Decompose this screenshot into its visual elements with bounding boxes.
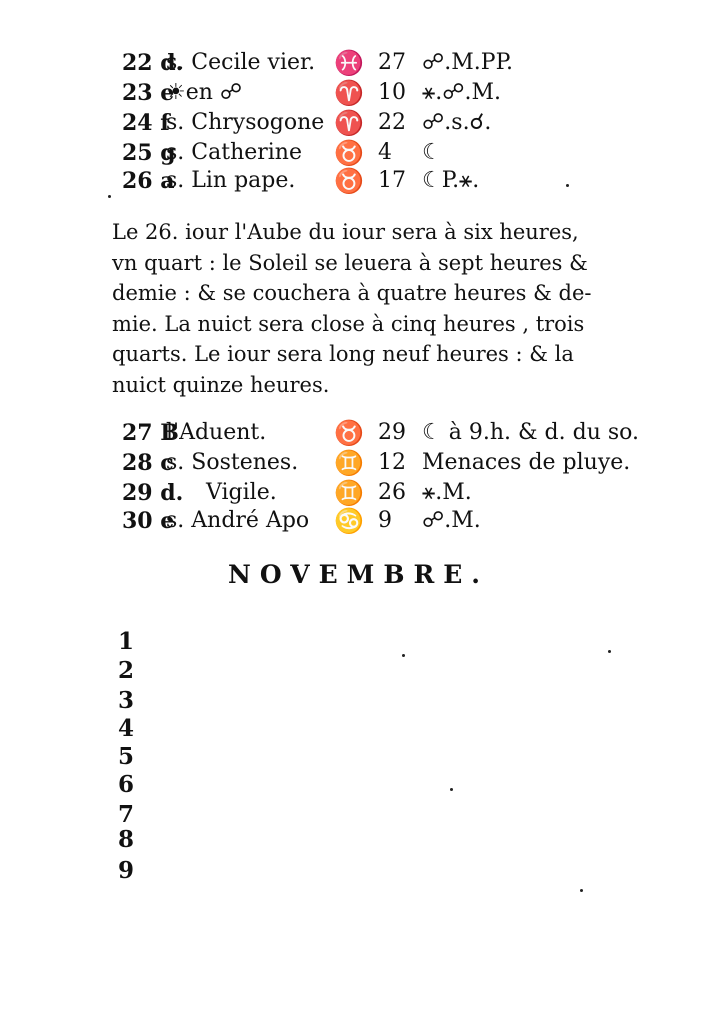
saint-name: l'Aduent. [166, 420, 267, 445]
print-speck [402, 654, 405, 657]
degree-number: 9 [378, 508, 392, 533]
aspect-note: ☍.M.PP. [422, 50, 513, 75]
saint-name: s. Catherine [166, 140, 302, 165]
print-speck [450, 788, 453, 791]
day-number: 9 [118, 857, 135, 884]
day-label: 22 d. [122, 50, 184, 76]
zodiac-sign: ♓ [334, 48, 364, 77]
saint-name: s. Cecile vier. [166, 50, 316, 75]
saint-name: ☀en ☍ [166, 80, 243, 105]
degree-number: 17 [378, 168, 406, 193]
zodiac-sign: ♊ [334, 478, 364, 507]
degree-number: 27 [378, 50, 406, 75]
day-number: 8 [118, 826, 135, 853]
day-label: 23 e [122, 80, 175, 106]
zodiac-sign: ♋ [334, 506, 364, 535]
aspect-note: ☾P.⚹. [422, 168, 480, 193]
zodiac-sign: ♉ [334, 166, 364, 195]
degree-number: 26 [378, 480, 406, 505]
print-speck [566, 184, 569, 187]
zodiac-sign: ♉ [334, 138, 364, 167]
degree-number: 22 [378, 110, 406, 135]
day-label: 28 c [122, 450, 174, 476]
month-title: NOVEMBRE. [228, 560, 489, 589]
day-label: 30 e [122, 508, 175, 534]
paragraph-line: Le 26. iour l'Aube du iour sera à six heures, [112, 220, 579, 244]
zodiac-sign: ♈ [334, 108, 364, 137]
day-number: 1 [118, 628, 135, 655]
day-label: 29 d. [122, 480, 184, 506]
saint-name: s. André Apo [166, 508, 310, 533]
aspect-note: ⚹.☍.M. [422, 80, 501, 105]
day-number: 3 [118, 687, 135, 714]
day-number: 7 [118, 801, 135, 828]
zodiac-sign: ♉ [334, 418, 364, 447]
saint-name: s. Lin pape. [166, 168, 296, 193]
zodiac-sign: ♈ [334, 78, 364, 107]
day-label: 27 B [122, 420, 179, 446]
print-speck [108, 195, 111, 198]
paragraph-line: demie : & se couchera à quatre heures & de- [112, 281, 592, 305]
aspect-note: ☾ à 9.h. & d. du so. [422, 420, 640, 445]
paragraph-line: nuict quinze heures. [112, 372, 330, 397]
zodiac-sign: ♊ [334, 448, 364, 477]
saint-name: s. Sostenes. [166, 450, 299, 475]
saint-name: s. Chrysogone [166, 110, 325, 135]
day-label: 26 a [122, 168, 175, 194]
aspect-note: ⚹.M. [422, 480, 472, 505]
paragraph-line: vn quart : le Soleil se leuera à sept heures & [112, 250, 588, 275]
degree-number: 10 [378, 80, 406, 105]
paragraph-line: mie. La nuict sera close à cinq heures , trois [112, 311, 585, 336]
day-label: 24 f [122, 110, 170, 136]
day-number: 6 [118, 771, 135, 798]
degree-number: 29 [378, 420, 406, 445]
degree-number: 4 [378, 140, 392, 165]
paragraph-line: quarts. Le iour sera long neuf heures : & la [112, 342, 574, 366]
day-number: 5 [118, 743, 135, 770]
saint-name: Vigile. [206, 480, 277, 505]
print-speck [580, 889, 583, 892]
degree-number: 12 [378, 450, 406, 475]
aspect-note: ☍.M. [422, 508, 481, 533]
aspect-note: ☾ [422, 140, 442, 165]
day-number: 2 [118, 657, 135, 684]
day-label: 25 g [122, 140, 176, 166]
day-number: 4 [118, 715, 135, 742]
print-speck [608, 650, 611, 653]
aspect-note: ☍.s.☌. [422, 110, 492, 135]
sunrise-paragraph [112, 217, 622, 400]
aspect-note: Menaces de pluye. [422, 450, 631, 475]
